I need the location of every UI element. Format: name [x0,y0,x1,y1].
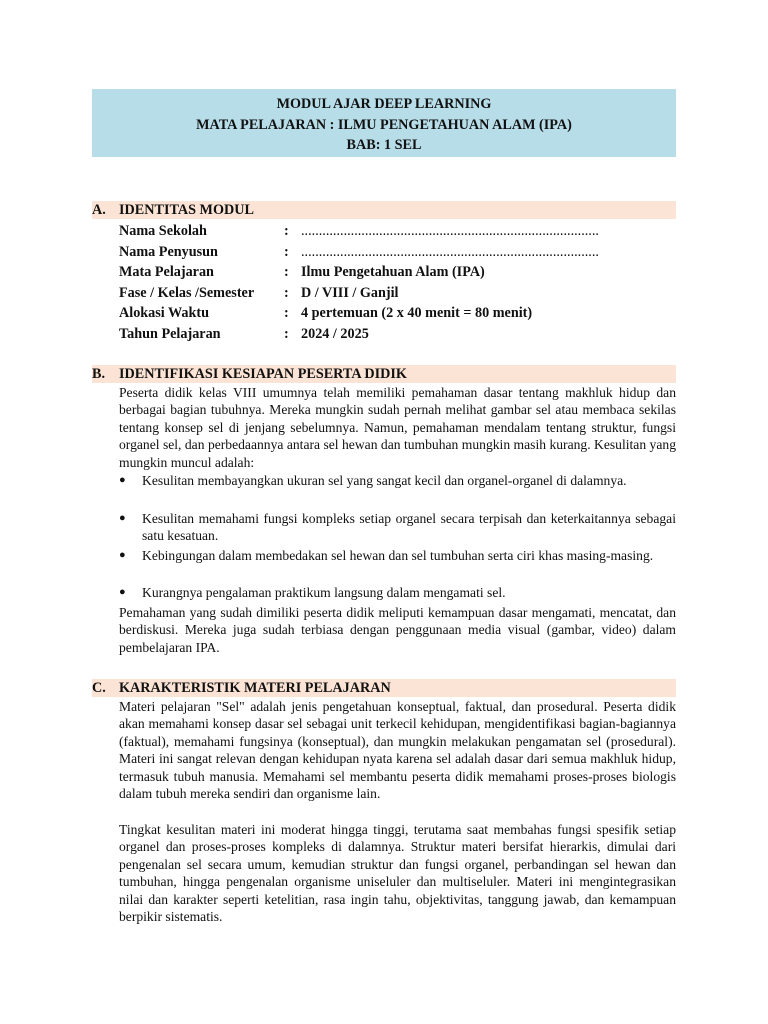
section-a-title: IDENTITAS MODUL [119,202,254,218]
section-b-letter: B. [92,366,106,382]
section-b-title: IDENTIFIKASI KESIAPAN PESERTA DIDIK [119,366,407,382]
section-c-title: KARAKTERISTIK MATERI PELAJARAN [119,680,391,696]
section-c-letter: C. [92,680,106,696]
bullet-icon: ● [119,474,126,486]
identity-key: Mata Pelajaran [119,264,214,280]
identity-value: 2024 / 2025 [301,325,369,342]
identity-row-phase [119,283,679,303]
identity-value: Ilmu Pengetahuan Alam (IPA) [301,264,485,280]
identity-colon: : [284,264,289,280]
bullet-icon: ● [119,549,126,561]
identity-row-subject [119,262,679,282]
identity-key: Fase / Kelas /Semester [119,284,255,301]
document-header [92,89,676,157]
identity-key: Nama Sekolah [119,223,207,239]
identity-row-year [119,324,679,344]
section-b-closing: Pemahaman yang sudah dimiliki peserta didik meliputi kemampuan dasar mengamati, mencatat, dan berdiskusi. Mereka juga sudah terbiasa dengan penggunaan media visual (gambar, video) dalam pembelajaran IPA. [119,605,676,655]
identity-value: D / VIII / Ganjil [301,284,399,301]
section-a-heading [92,201,676,219]
identity-value: .................................................................................... [301,223,599,239]
bullet-icon: ● [119,512,126,524]
identity-row-author [119,242,679,262]
section-c-heading [92,679,676,697]
list-item-text: Kurangnya pengalaman praktikum langsung dalam mengamati sel. [142,585,506,600]
identity-key: Alokasi Waktu [119,305,210,321]
list-item-text: Kesulitan memahami fungsi kompleks setiap organel secara terpisah dan keterkaitannya sebagai satu kesatuan. [142,511,676,544]
identity-value: 4 pertemuan (2 x 40 menit = 80 menit) [301,305,533,321]
identity-colon: : [284,284,289,301]
header-chapter: BAB: 1 SEL [346,137,422,153]
identity-colon: : [284,243,289,260]
identity-row-school [119,221,679,241]
identity-key: Tahun Pelajaran [119,325,221,342]
section-b-heading [92,365,676,383]
header-subject: MATA PELAJARAN : ILMU PENGETAHUAN ALAM (IPA) [196,116,572,133]
header-title: MODUL AJAR DEEP LEARNING [276,96,492,112]
section-b-intro: Peserta didik kelas VIII umumnya telah memiliki pemahaman dasar tentang makhluk hidup dan berbagai bagian tubuhnya. Mereka mungkin sudah pernah melihat gambar sel atau membaca sekilas tentang konsep sel di jenjang sebelumnya. Namun, pemahaman mendalam tentang struktur, fungsi organel sel, dan perbedaannya antara sel hewan dan tumbuhan mungkin masih kurang. Kesulitan yang mungkin muncul adalah: [119,385,676,470]
list-item-text: Kesulitan membayangkan ukuran sel yang sangat kecil dan organel-organel di dalamnya. [142,473,627,488]
section-a-letter: A. [92,202,106,218]
identity-colon: : [284,325,289,342]
identity-colon: : [284,305,289,321]
bullet-icon: ● [119,586,126,598]
identity-colon: : [284,223,289,239]
section-c-paragraph-1: Materi pelajaran "Sel" adalah jenis pengetahuan konseptual, faktual, dan prosedural. Peserta didik akan memahami konsep dasar sel sebagai unit terkecil kehidupan, mengidentifikasi bagian-bagiannya (faktual), memahami fungsinya (konseptual), dan mungkin melakukan pengamatan sel (prosedural). Materi ini sangat relevan dengan kehidupan nyata karena sel adalah dasar dari semua makhluk hidup, termasuk tubuh manusia. Memahami sel membantu peserta didik memahami proses-proses biologis dalam tubuh mereka sendiri dan organisme lain. [119,699,676,802]
section-c-paragraph-2: Tingkat kesulitan materi ini moderat hingga tinggi, terutama saat membahas fungsi spesifik setiap organel dan proses-proses kompleks di dalamnya. Struktur materi bersifat hierarkis, dimulai dari pengenalan sel secara umum, kemudian struktur dan fungsi organel, perbandingan sel hewan dan tumbuhan, hingga pengenalan organisme uniseluler dan multiseluler. Materi ini mengintegrasikan nilai dan karakter seperti ketelitian, rasa ingin tahu, objektivitas, tanggung jawab, dan kemampuan berpikir sistematis. [119,822,676,925]
identity-key: Nama Penyusun [119,243,218,260]
identity-value: .................................................................................... [301,243,599,260]
list-item-text: Kebingungan dalam membedakan sel hewan dan sel tumbuhan serta ciri khas masing-masing. [142,548,654,563]
identity-row-time [119,303,679,323]
